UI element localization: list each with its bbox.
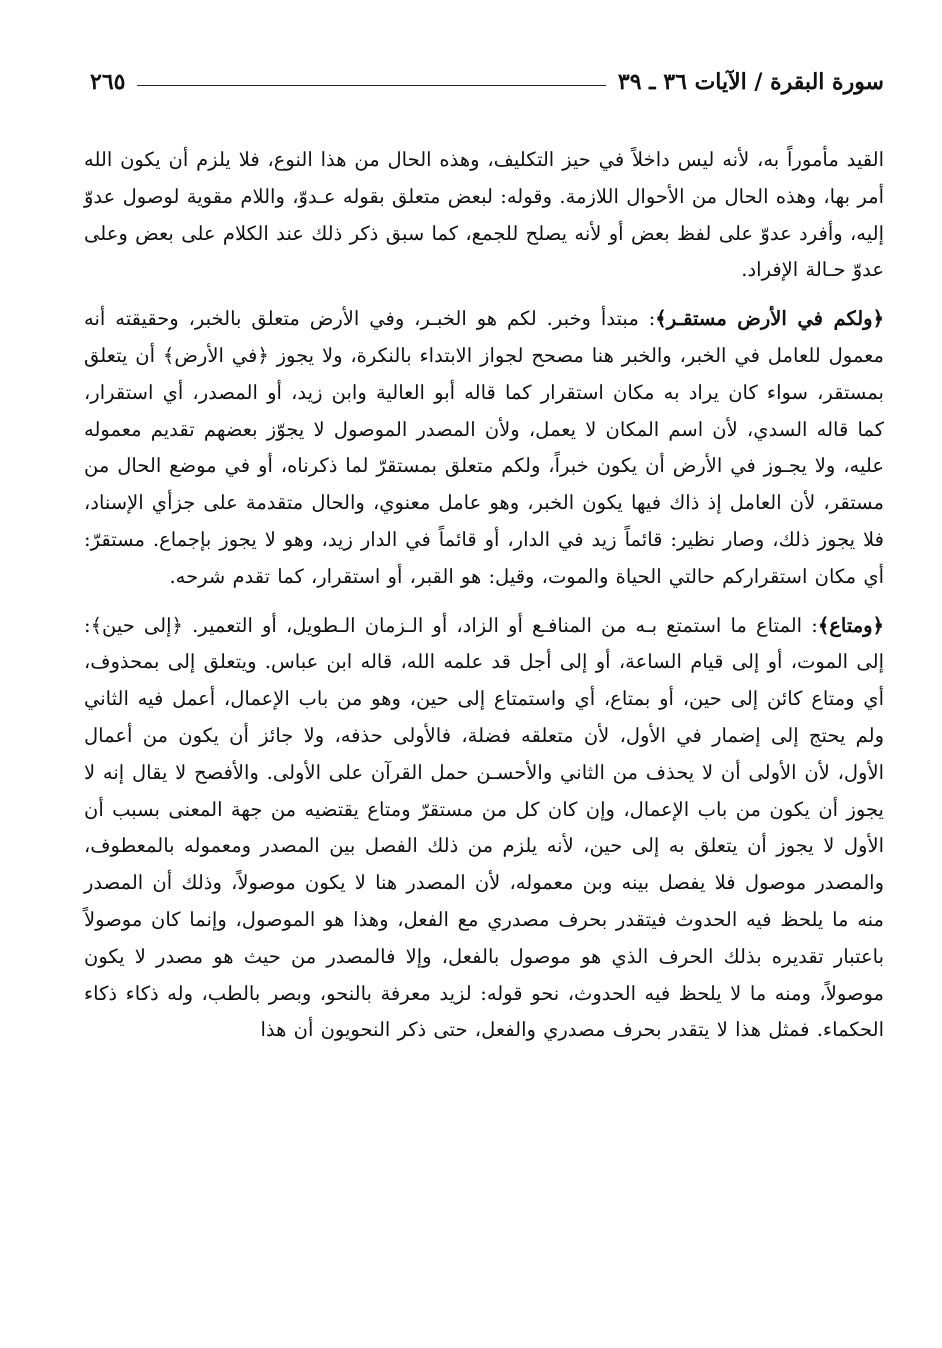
- paragraph-1: [84, 142, 884, 289]
- header-title: سورة البقرة / الآيات ٣٦ ـ ٣٩: [617, 69, 884, 95]
- body-text: [84, 142, 884, 1049]
- paragraph-2-lead: ﴿ولكم في الأرض مستقـر﴾: [655, 307, 884, 331]
- paragraph-1-text: القيد مأموراً به، لأنه ليس داخلاً في حيز التكليف، وهذه الحال من هذا النوع، فلا يلزم أن يكون الله أمر بها، وهذه الحال من الأحوال اللازمة. وقوله: لبعض متعلق بقوله عـدوّ، واللام مقوية لوصول عدوّ إليه، وأفرد عدوّ على لفظ بعض أو لأنه يصلح للجمع، كما سبق ذكر ذلك عند الكلام على بعض وعلى عدوّ حـالة الإفراد.: [84, 148, 884, 282]
- paragraph-3-text: : المتاع ما استمتع بـه من المنافـع أو الزاد، أو الـزمان الـطويل، أو التعمير. ﴿إلى حين﴾: إلى الموت، أو إلى قيام الساعة، أو إلى أجل قد علمه الله، قاله ابن عباس. ويتعلق إلى بمحذوف، أي ومتاع كائن إلى حين، أو بمتاع، أي واستمتاع إلى حين، وهو من باب الإعمال، أعمل فيه الثاني ولم يحتج إلى إضمار في الأول، لأن متعلقه فضلة، فالأولى حذفه، ولا جائز أن يكون من أعمال الأول، لأن الأولى أن لا يحذف من الثاني والأحسـن حمل القرآن على الأولى. والأفصح لا يقال إنه لا يجوز أن يكون من باب الإعمال، وإن كان كل من مستقرّ ومتاع يقتضيه من جهة المعنى بسبب أن الأول لا يجوز أن يتعلق به إلى حين، لأنه يلزم من ذلك الفصل بين المصدر ومعموله بالمعطوف، والمصدر موصول فلا يفصل بينه وبن معموله، لأن المصدر هنا لا يكون موصولاً، وذلك أن المصدر منه ما يلحظ فيه الحدوث فيتقدر بحرف مصدري مع الفعل، وهذا هو الموصول، وإنما كان موصولاً باعتبار تقديره بذلك الحرف الذي هو موصول بالفعل، وإلا فالمصدر من حيث هو مصدر لا يكون موصولاً، ومنه ما لا يلحظ فيه الحدوث، نحو قوله: لزيد معرفة بالنحو، وبصر بالطب، وله ذكاء ذكاء الحكماء. فمثل هذا لا يتقدر بحرف مصدري والفعل، حتى ذكر النحويون أن هذا: [84, 613, 884, 1042]
- paragraph-3-lead: ﴿ومتاع﴾: [817, 613, 884, 637]
- paragraph-2-text: : مبتدأ وخبر. لكم هو الخبـر، وفي الأرض متعلق بالخبر، وحقيقته أنه معمول للعامل في الخبر، والخبر هنا مصحح لجواز الابتداء بالنكرة، ولا يجوز ﴿في الأرض﴾ أن يتعلق بمستقر، سواء كان يراد به مكان استقرار كما قاله أبو العالية وابن زيد، أو المصدر، أي استقرار، كما قاله السدي، لأن اسم المكان لا يعمل، ولأن المصدر الموصول لا يجوّز بعضهم تقديم معموله عليه، ولا يجـوز في الأرض أن يكون خبراً، ولكم متعلق بمستقرّ لما ذكرناه، أو في موضع الحال من مستقر، لأن العامل إذ ذاك فيها يكون الخبر، وهو عامل معنوي، والحال متقدمة على جزأي الإسناد، فلا يجوز ذلك، وصار نظير: قائماً زيد في الدار، أو قائماً في الدار زيد، وهو لا يجوز بإجماع. مستقرّ: أي مكان استقراركم حالتي الحياة والموت، وقيل: هو القبر، أو استقرار، كما تقدم شرحه.: [84, 307, 884, 588]
- paragraph-3: [84, 608, 884, 1050]
- running-header: [90, 64, 884, 100]
- page-number: ٢٦٥: [90, 69, 126, 95]
- paragraph-2: [84, 301, 884, 595]
- header-rule: [137, 85, 605, 86]
